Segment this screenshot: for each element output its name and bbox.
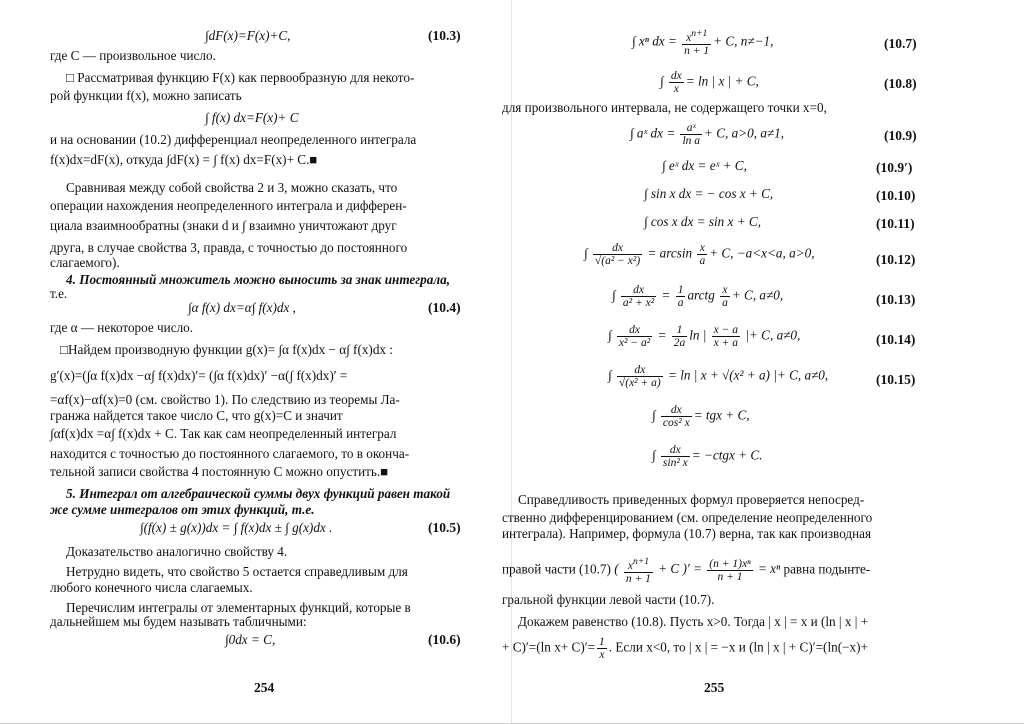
page-number-left: 254 bbox=[254, 680, 275, 695]
eq-number-10-4: (10.4) bbox=[428, 300, 461, 315]
text-line: тельной записи свойства 4 постоянную C можно опустить.■ bbox=[50, 464, 389, 479]
formula-10-6: ∫0dx = C, bbox=[225, 632, 276, 647]
text-line: Доказательство аналогично свойству 4. bbox=[66, 544, 288, 559]
eq-number-10-15: (10.15) bbox=[876, 372, 916, 387]
formula-10-9: ∫ aˣ dx = $\frac{\text{aˣ}}{\text{ln a}}$ + C, a>0, a≠1, bbox=[630, 122, 785, 147]
formula-10-10: ∫ sin x dx = − cos x + C, bbox=[644, 186, 774, 201]
text-line: где C — произвольное число. bbox=[50, 48, 216, 63]
text-line: □Найдем производную функции g(x)= ∫α f(x)dx − α∫ f(x)dx : bbox=[60, 342, 393, 357]
formula-10-13-tail: + C, a≠0, bbox=[731, 287, 784, 303]
eq-number-10-9p: (10.9′) bbox=[876, 160, 913, 175]
text-line: Нетрудно видеть, что свойство 5 остается справедливым для bbox=[66, 564, 408, 579]
formula-10-7: ∫ xⁿ dx = $\frac{x^{n+1}}{n + 1}$ + C, n≠−1, bbox=[632, 28, 774, 57]
formula-10-13: ∫ $\frac{dx}{\text{a² + x²}}$ = $\frac{1}{a}$ arctg $\frac{x}{a}$ + C, a≠0, bbox=[612, 284, 784, 309]
text-line: гральной функции левой части (10.7). bbox=[502, 592, 715, 607]
text-line: Перечислим интегралы от элементарных функций, которые в bbox=[66, 600, 411, 615]
property-5-heading: 5. Интеграл от алгебраической суммы двух функций равен такой bbox=[66, 486, 451, 501]
text-line: и на основании (10.2) дифференциал неопределенного интеграла bbox=[50, 132, 417, 147]
text-line: т.е. bbox=[50, 286, 68, 301]
derivative-line: правой части (10.7) ( $\frac{x^{n+1}}{n + 1}$ + C )′ = $\frac{\text{(n + 1)xⁿ}}{n + 1}$ = xⁿ равна подынте- bbox=[502, 556, 871, 585]
eq-number-10-14: (10.14) bbox=[876, 332, 916, 347]
text-line: □ Рассматривая функцию F(x) как первообразную для некото- bbox=[66, 70, 415, 85]
eq-number-10-8: (10.8) bbox=[884, 76, 917, 91]
formula-10-14: ∫ $\frac{dx}{\text{x² − a²}}$ = $\frac{1}{2a}$ ln | $\frac{x - a}{x + a}$ |+ C, a≠0, bbox=[608, 324, 801, 349]
eq-number-10-3: (10.3) bbox=[428, 28, 461, 43]
text-line: для произвольного интервала, не содержащего точки x=0, bbox=[502, 100, 827, 115]
eq-number-10-13: (10.13) bbox=[876, 292, 916, 307]
eq-number-10-11: (10.11) bbox=[876, 216, 915, 231]
formula-10-8: ∫ $\frac{dx}{x}$ = ln | x | + C, bbox=[660, 70, 759, 95]
right-page bbox=[502, 0, 1024, 724]
formula-10-15-tail: + C, a≠0, bbox=[776, 367, 829, 383]
formula-tg: ∫ $\frac{dx}{\text{cos² x}}$ = tgx + C, bbox=[652, 404, 750, 429]
text-line: рой функции f(x), можно записать bbox=[50, 88, 242, 103]
formula-10-9-tail: + C, a>0, a≠1, bbox=[704, 125, 785, 141]
text-line: циала взаимнообратны (знаки d и ∫ взаимно уничтожают друг bbox=[50, 218, 397, 233]
formula-10-7-tail: + C, n≠−1, bbox=[713, 33, 774, 49]
page-number-right: 255 bbox=[704, 680, 725, 695]
text-line: интеграла). Например, формула (10.7) верна, так как производная bbox=[502, 526, 872, 541]
text-line: гранжа найдется такое число C, что g(x)=C и значит bbox=[50, 408, 343, 423]
text-line: слагаемого). bbox=[50, 255, 120, 270]
eq-number-10-7: (10.7) bbox=[884, 36, 917, 51]
text-line: дальнейшем мы будем называть табличными: bbox=[50, 614, 307, 629]
text-line: ственно дифференцированием (см. определение неопределенного bbox=[502, 510, 873, 525]
text-line: f(x)dx=dF(x), откуда ∫dF(x) = ∫ f(x) dx=F(x)+ C.■ bbox=[50, 152, 318, 167]
property-4-heading: 4. Постоянный множитель можно выносить за знак интеграла, bbox=[66, 272, 451, 287]
formula-10-12-tail: + C, −a<x<a, a>0, bbox=[709, 245, 815, 261]
formula-10-4: ∫α f(x) dx=α∫ f(x)dx , bbox=[188, 300, 296, 315]
text-line: Докажем равенство (10.8). Пусть x>0. Тогда | x | = x и (ln | x | + bbox=[518, 614, 869, 629]
text-line: Сравнивая между собой свойства 2 и 3, можно сказать, что bbox=[66, 180, 398, 195]
property-5-heading-cont: же сумме интегралов от этих функций, т.е. bbox=[50, 502, 315, 517]
text-line: ∫αf(x)dx =α∫ f(x)dx + C. Так как сам неопределенный интеграл bbox=[50, 426, 397, 441]
text-line: любого конечного числа слагаемых. bbox=[50, 580, 253, 595]
text-line: g′(x)=(∫α f(x)dx −α∫ f(x)dx)′= (∫α f(x)dx)′ −α(∫ f(x)dx)′ = bbox=[50, 368, 348, 383]
text-segment: + C)′=(ln x+ C)′= bbox=[502, 639, 596, 655]
eq-number-10-5: (10.5) bbox=[428, 520, 461, 535]
formula-10-8-tail: = ln | x | + C, bbox=[685, 73, 759, 89]
formula-tg-tail: = tgx + C, bbox=[693, 407, 750, 423]
formula-10-12: ∫ $\frac{dx}{\text{√(a² − x²)}}$ = arcsin $\frac{x}{a}$ + C, −a<x<a, a>0, bbox=[584, 242, 815, 267]
formula-ctg-tail: = −ctgx + C. bbox=[691, 447, 763, 463]
eq-number-10-9: (10.9) bbox=[884, 128, 917, 143]
formula-10-9p: ∫ eˣ dx = eˣ + C, bbox=[662, 158, 747, 173]
formula-10-15: ∫ $\frac{dx}{\text{√(x² + a)}}$ = ln | x + √(x² + a) |+ C, a≠0, bbox=[608, 364, 829, 389]
text-segment: правой части (10.7) bbox=[502, 561, 611, 577]
text-line: операции нахождения неопределенного интеграла и дифферен- bbox=[50, 198, 407, 213]
text-line: Справедливость приведенных формул проверяется непосред- bbox=[518, 492, 865, 507]
eq-number-10-10: (10.10) bbox=[876, 188, 916, 203]
text-segment: равна подынте- bbox=[783, 561, 871, 577]
text-segment: . Если x<0, то | x | = −x и (ln | x | + C)′=(ln(−x)+ bbox=[608, 639, 868, 655]
formula-10-3: ∫dF(x)=F(x)+C, bbox=[205, 28, 291, 43]
text-line: находится с точностью до постоянного слагаемого, то в оконча- bbox=[50, 446, 410, 461]
formula-10-5: ∫(f(x) ± g(x))dx = ∫ f(x)dx ± ∫ g(x)dx . bbox=[140, 520, 333, 535]
text-line: =αf(x)−αf(x)=0 (см. свойство 1). По следствию из теоремы Ла- bbox=[50, 392, 400, 407]
text-line: друга, в случае свойства 3, правда, с точностью до постоянного bbox=[50, 240, 408, 255]
eq-number-10-6: (10.6) bbox=[428, 632, 461, 647]
formula-int-f: ∫ f(x) dx=F(x)+ C bbox=[205, 110, 299, 125]
formula-10-11: ∫ cos x dx = sin x + C, bbox=[644, 214, 762, 229]
formula-ctg: ∫ $\frac{dx}{\text{sin² x}}$ = −ctgx + C. bbox=[652, 444, 763, 469]
proof-line: + C)′=(ln x+ C)′= $\frac{1}{x}$ . Если x<0, то | x | = −x и (ln | x | + C)′=(ln(−x)+ bbox=[502, 636, 868, 661]
text-line: где α — некоторое число. bbox=[50, 320, 194, 335]
formula-10-14-tail: + C, a≠0, bbox=[748, 327, 801, 343]
eq-number-10-12: (10.12) bbox=[876, 252, 916, 267]
